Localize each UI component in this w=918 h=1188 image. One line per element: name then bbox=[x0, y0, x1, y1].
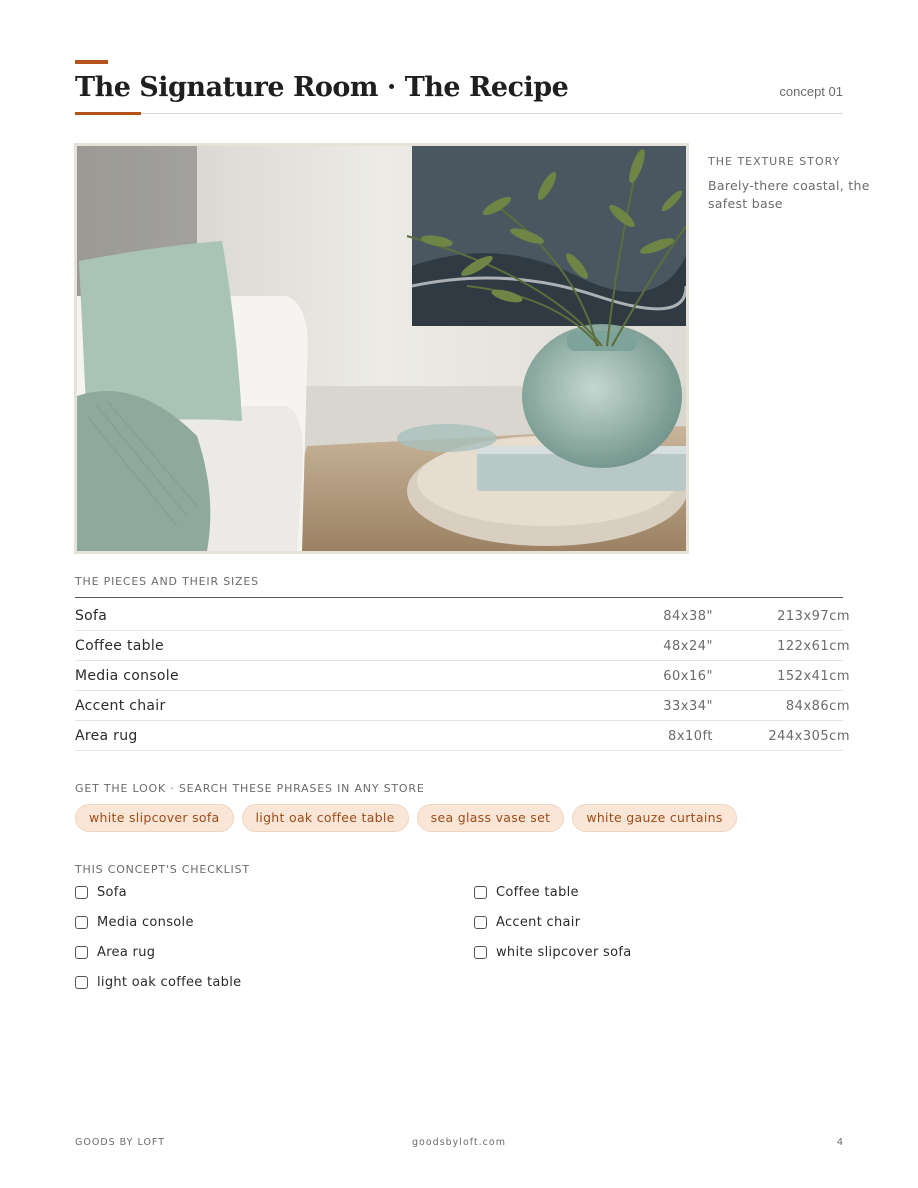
size-row bbox=[75, 691, 850, 721]
checklist-item-label: Accent chair bbox=[496, 915, 581, 930]
checklist-item[interactable] bbox=[474, 885, 579, 900]
checklist-item-label: white slipcover sofa bbox=[496, 945, 632, 960]
checkbox[interactable] bbox=[75, 976, 88, 989]
size-row-name: Accent chair bbox=[75, 698, 166, 714]
checkbox[interactable] bbox=[75, 946, 88, 959]
size-row-name: Area rug bbox=[75, 728, 138, 744]
footer-brand: GOODS BY LOFT bbox=[75, 1137, 166, 1148]
checklist-item[interactable] bbox=[75, 945, 155, 960]
get-the-look-heading: GET THE LOOK · SEARCH THESE PHRASES IN ANY STORE bbox=[75, 782, 425, 795]
size-row-metric: 213x97cm bbox=[777, 609, 850, 624]
checklist-item-label: Coffee table bbox=[496, 885, 579, 900]
checklist-item-label: Area rug bbox=[97, 945, 156, 960]
size-row-metric: 152x41cm bbox=[777, 669, 850, 684]
size-row bbox=[75, 601, 850, 631]
size-row-imperial: 60x16" bbox=[663, 669, 713, 684]
sizes-divider bbox=[75, 597, 843, 598]
checkbox[interactable] bbox=[474, 916, 487, 929]
title-divider bbox=[75, 113, 843, 114]
title-accent-bar bbox=[75, 60, 108, 64]
size-row-imperial: 48x24" bbox=[663, 639, 713, 654]
checklist-item[interactable] bbox=[75, 915, 194, 930]
size-row bbox=[75, 661, 850, 691]
checklist-item-label: Sofa bbox=[97, 885, 127, 900]
search-phrases bbox=[75, 804, 737, 832]
size-row-imperial: 8x10ft bbox=[668, 729, 713, 744]
size-row-metric: 122x61cm bbox=[777, 639, 850, 654]
size-row-metric: 84x86cm bbox=[785, 699, 850, 714]
hero-photo bbox=[74, 143, 689, 554]
phrase-pill[interactable]: light oak coffee table bbox=[242, 804, 409, 832]
size-row-name: Sofa bbox=[75, 608, 108, 624]
page-title: The Signature Room · The Recipe bbox=[75, 72, 569, 103]
size-row bbox=[75, 721, 850, 751]
concept-label: concept 01 bbox=[779, 84, 843, 99]
checkbox[interactable] bbox=[474, 886, 487, 899]
checkbox[interactable] bbox=[474, 946, 487, 959]
size-row-imperial: 84x38" bbox=[663, 609, 713, 624]
texture-description: Barely-there coastal, the safest base bbox=[708, 178, 870, 211]
checklist-item[interactable] bbox=[474, 945, 632, 960]
checklist-item[interactable] bbox=[75, 885, 127, 900]
phrase-pill[interactable]: white gauze curtains bbox=[572, 804, 736, 832]
sizes-heading: THE PIECES AND THEIR SIZES bbox=[75, 575, 259, 588]
checklist-heading: THIS CONCEPT'S CHECKLIST bbox=[75, 863, 250, 876]
checklist-item[interactable] bbox=[474, 915, 580, 930]
checklist-item-label: Media console bbox=[97, 915, 194, 930]
phrase-pill[interactable]: sea glass vase set bbox=[417, 804, 565, 832]
size-row-imperial: 33x34" bbox=[663, 699, 713, 714]
checklist-item[interactable] bbox=[75, 975, 241, 990]
page-number: 4 bbox=[836, 1137, 843, 1148]
checkbox[interactable] bbox=[75, 886, 88, 899]
checklist-item-label: light oak coffee table bbox=[97, 975, 242, 990]
checkbox[interactable] bbox=[75, 916, 88, 929]
title-underline bbox=[75, 112, 141, 115]
texture-heading: THE TEXTURE STORY bbox=[708, 155, 841, 168]
size-row-name: Media console bbox=[75, 668, 179, 684]
footer-url[interactable]: goodsbyloft.com bbox=[412, 1137, 506, 1148]
size-row-metric: 244x305cm bbox=[768, 729, 850, 744]
size-row bbox=[75, 631, 850, 661]
phrase-pill[interactable]: white slipcover sofa bbox=[75, 804, 234, 832]
size-row-name: Coffee table bbox=[75, 638, 164, 654]
